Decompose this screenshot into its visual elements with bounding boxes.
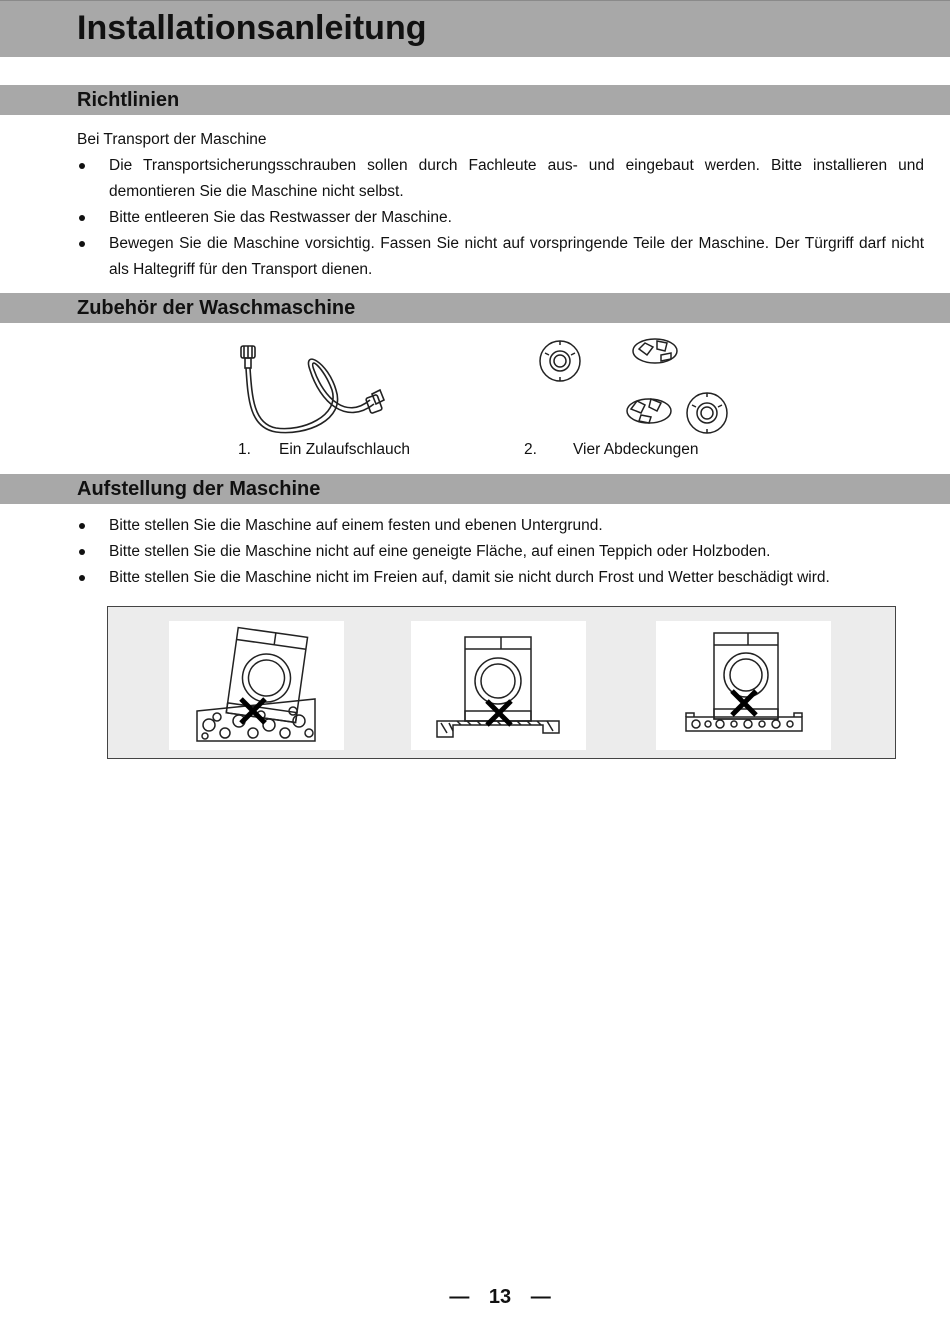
dash-left: — xyxy=(449,1286,470,1308)
accessory-label-2: Vier Abdeckungen xyxy=(573,441,699,458)
guidelines-list xyxy=(77,153,924,283)
heading-guidelines: Richtlinien xyxy=(0,85,950,115)
inlet-hose-icon xyxy=(236,340,386,438)
page-number-value: 13 xyxy=(488,1286,512,1308)
tilted-on-rocks-icon xyxy=(169,621,344,750)
setup-illustration-panel xyxy=(107,606,896,759)
heading-accessories: Zubehör der Waschmaschine xyxy=(0,293,950,323)
list-item: Bewegen Sie die Maschine vorsichtig. Fassen Sie nicht auf vorspringende Teile der Maschine. Der Türgriff darf nicht als Haltegriff für den Transport dienen. xyxy=(77,231,924,283)
heading-setup: Aufstellung der Maschine xyxy=(0,474,950,504)
on-wooden-platform-icon xyxy=(411,621,586,750)
accessory-number-2: 2. xyxy=(524,441,537,458)
page-title: Installationsanleitung xyxy=(0,0,950,57)
dash-right: — xyxy=(530,1286,551,1308)
cover-caps-icon xyxy=(535,335,730,439)
accessory-label-1: Ein Zulaufschlauch xyxy=(279,441,410,458)
list-item: Bitte entleeren Sie das Restwasser der Maschine. xyxy=(77,205,924,231)
list-item: Bitte stellen Sie die Maschine auf einem festen und ebenen Untergrund. xyxy=(77,513,924,539)
accessory-number-1: 1. xyxy=(238,441,251,458)
list-item: Bitte stellen Sie die Maschine nicht im Freien auf, damit sie nicht durch Frost und Wetter beschädigt wird. xyxy=(77,565,924,591)
on-uneven-ground-icon xyxy=(656,621,831,750)
setup-list xyxy=(77,513,924,591)
list-item: Bitte stellen Sie die Maschine nicht auf eine geneigte Fläche, auf einen Teppich oder Holzboden. xyxy=(77,539,924,565)
guidelines-intro: Bei Transport der Maschine xyxy=(77,131,267,148)
page-number xyxy=(0,1286,950,1309)
list-item: Die Transportsicherungsschrauben sollen durch Fachleute aus- und eingebaut werden. Bitte installieren und demontieren Sie die Maschine nicht selbst. xyxy=(77,153,924,205)
